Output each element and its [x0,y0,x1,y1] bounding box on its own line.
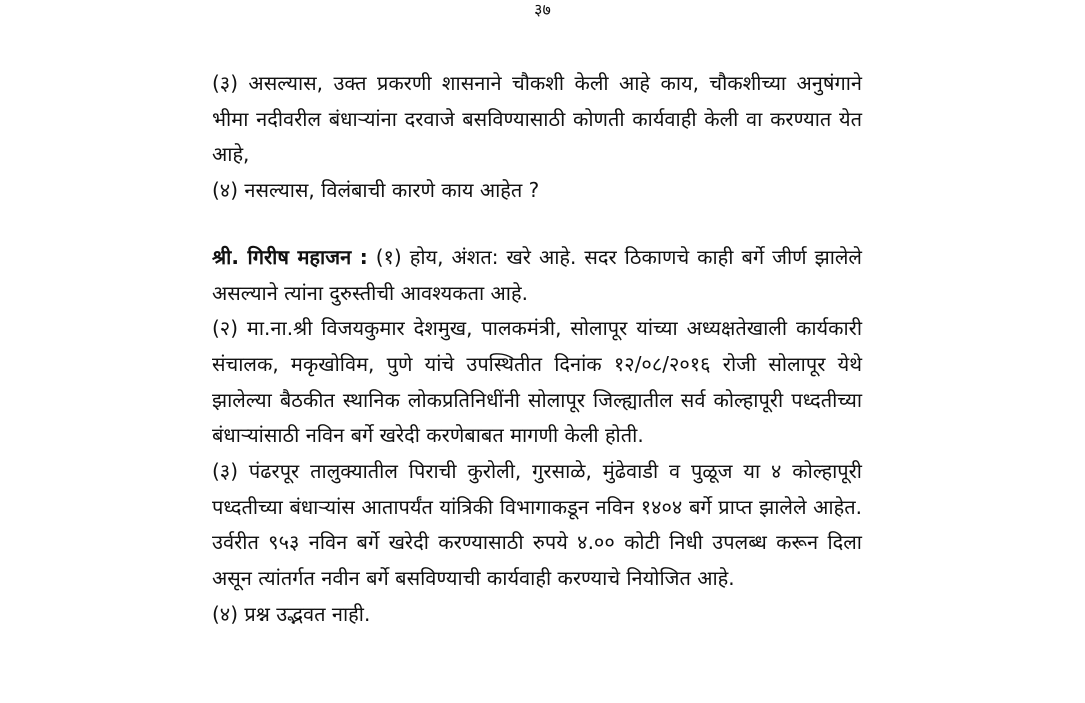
answer-part-1 [212,240,862,311]
speaker-name: श्री. गिरीष महाजन : [212,244,368,269]
answer-part-3: (३) पंढरपूर तालुक्यातील पिराची कुरोली, गुरसाळे, मुंढेवाडी व पुळूज या ४ कोल्हापूरी पध्दतीच्या बंधाऱ्यांस आतापर्यंत यांत्रिकी विभागाकडून नविन १४०४ बर्गे प्राप्त झालेले आहेत. उर्वरीत ९५३ नविन बर्गे खरेदी करण्यासाठी रुपये ४.०० कोटी निधी उपलब्ध करून दिला असून त्यांतर्गत नवीन बर्गे बसविण्याची कार्यवाही करण्याचे नियोजित आहे. [212,459,862,591]
paragraph-gap [212,209,862,240]
answer-part-4: (४) प्रश्न उद्भवत नाही. [212,601,371,626]
answer-part-2: (२) मा.ना.श्री विजयकुमार देशमुख, पालकमंत्री, सोलापूर यांच्या अध्यक्षतेखाली कार्यकारी संचालक, मकृखोविम, पुणे यांचे उपस्थितीत दिनांक १२/०८/२०१६ रोजी सोलापूर येथे झालेल्या बैठकीत स्थानिक लोकप्रतिनिधींनी सोलापूर जिल्ह्यातील सर्व कोल्हापूरी पध्दतीच्या बंधाऱ्यांसाठी नविन बर्गे खरेदी करणेबाबत मागणी केली होती. [212,316,862,448]
page-number: ३७ [534,0,551,19]
question-part-4: (४) नसल्यास, विलंबाची कारणे काय आहेत ? [212,178,540,203]
answer-part-1-text: (१) होय, अंशत: खरे आहे. सदर ठिकाणचे काही बर्गे जीर्ण झालेले असल्याने त्यांना दुरुस्तीची आवश्यकता आहे. [212,244,862,305]
question-part-3: (३) असल्यास, उक्त प्रकरणी शासनाने चौकशी केली आहे काय, चौकशीच्या अनुषंगाने भीमा नदीवरील बंधाऱ्यांना दरवाजे बसविण्यासाठी कोणती कार्यवाही केली वा करण्यात येत आहे, [212,71,862,167]
document-body [212,66,862,633]
